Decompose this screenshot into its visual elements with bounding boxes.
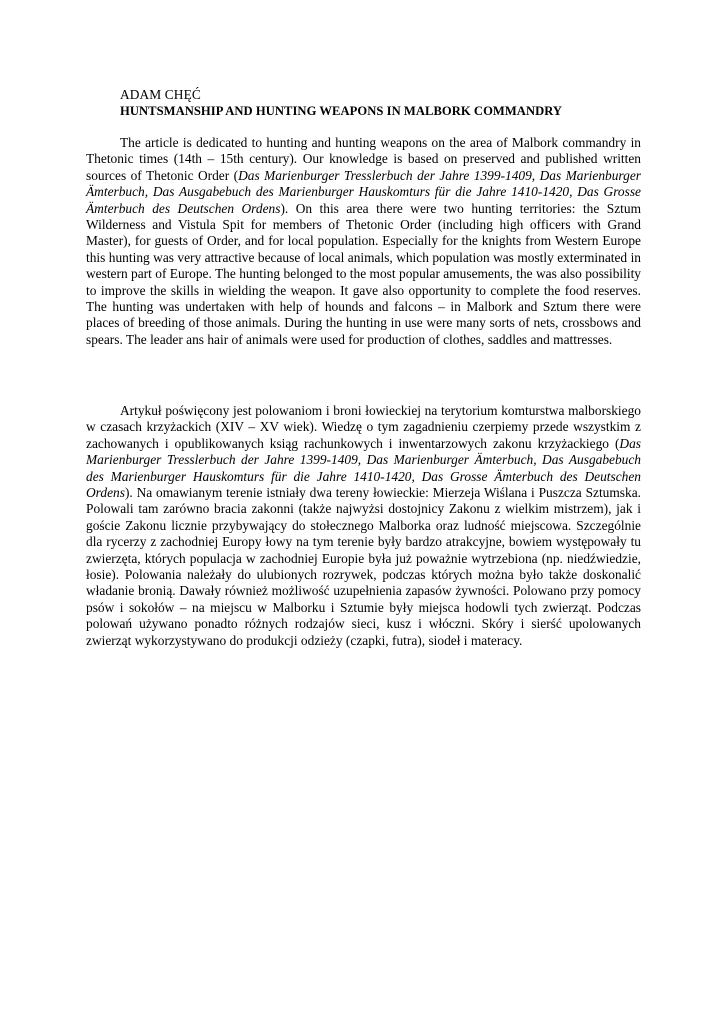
abstract-english-text-end: ). On this area there were two hunting territories: the Sztum Wilderness and Vistula Spit for members of Thetonic Order (including high officers with Grand Master), for guests of Order, and for local population. Especially for the knights from Western Europe this hunting was very attractive because of local animals, which population was mostly exterminated in western part of Europe. The hunting belonged to the most popular amusements, the was also possibility to improve the skills in wielding the weapon. It gave also opportunity to complete the food reserves. The hunting was undertaken with help of hounds and falcons – in Malbork and Sztum there were places of breeding of those animals. During the hunting in use were many sorts of nets, crossbows and spears. The leader ans hair of animals were used for production of clothes, saddles and mattresses.: [86, 200, 641, 347]
author-name: ADAM CHĘĆ: [120, 87, 201, 102]
abstract-polish-text-start: Artykuł poświęcony jest polowaniom i broni łowieckiej na terytorium komturstwa malborskiego w czasach krzyżackich (XIV – XV wiek). Wiedzę o tym zagadnieniu czerpiemy przede wszystkim z zachowanych i opublikowanych ksiąg rachunkowych i inwentarzowych zakonu krzyżackiego (: [86, 403, 641, 451]
abstract-polish-sources: Das Marienburger Tresslerbuch der Jahre 1399-1409, Das Marienburger Ämterbuch, Das Ausgabebuch des Marienburger Hauskomturs für die Jahre 1410-1420, Das Grosse Ämterbuch des Deutschen Ordens: [86, 435, 641, 501]
abstract-polish: [86, 403, 641, 649]
abstract-english-sources: Das Marienburger Tresslerbuch der Jahre 1399-1409, Das Marienburger Ämterbuch, Das Ausgabebuch des Marienburger Hauskomturs für die Jahre 1410-1420, Das Grosse Ämterbuch des Deutschen Ordens: [86, 167, 641, 216]
article-title: HUNTSMANSHIP AND HUNTING WEAPONS IN MALBORK COMMANDRY: [120, 104, 563, 118]
abstract-english-text-start: The article is dedicated to hunting and hunting weapons on the area of Malbork commandry in Thetonic times (14th – 15th century). Our knowledge is based on preserved and published written sources of Thetonic Order (: [86, 135, 641, 183]
abstract-polish-text-end: ). Na omawianym terenie istniały dwa tereny łowieckie: Mierzeja Wiślana i Puszcza Sztumska. Polowali tam zarówno bracia zakonni (także najwyżsi dostojnicy Zakonu z wielkim mistrzem), jak i goście Zakonu licznie przybywający do stołecznego Malborka oraz ludność miejscowa. Szczególnie dla rycerzy z zachodniej Europy łowy na tym terenie były bardzo atrakcyjne, bowiem występowały tu zwierzęta, których populacja w zachodniej Europie była już poważnie wytrzebiona (np. niedźwiedzie, łosie). Polowania należały do ulubionych rozrywek, podczas których można było także doskonalić władanie bronią. Dawały również możliwość uzupełnienia zapasów żywności. Polowano przy pomocy psów i sokołów – na miejscu w Malborku i Sztumie były miejsca hodowli tych zwierząt. Podczas polowań używano ponadto różnych rodzajów sieci, kusz i włóczni. Skóry i sierść upolowanych zwierząt wykorzystywano do produkcji odzieży (czapki, futra), siodeł i materacy.: [86, 485, 641, 648]
abstract-english: [86, 135, 641, 348]
